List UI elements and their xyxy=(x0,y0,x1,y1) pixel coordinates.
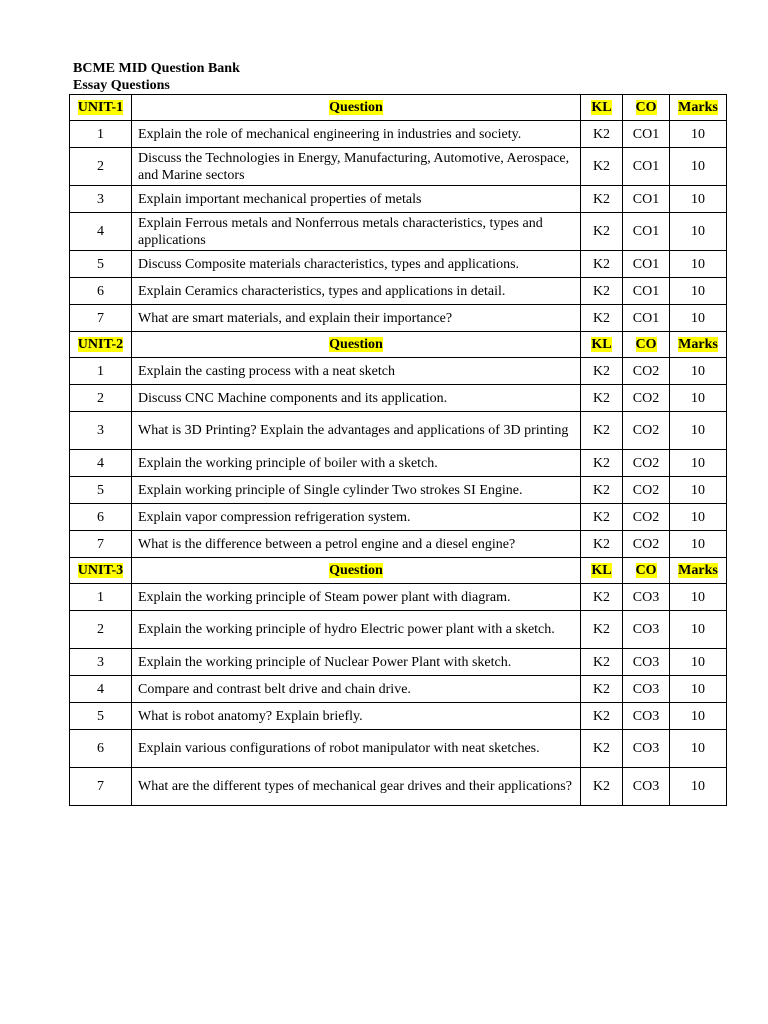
course-outcome: CO3 xyxy=(623,584,670,611)
marks-value: 10 xyxy=(670,148,727,186)
marks-value: 10 xyxy=(670,649,727,676)
question-text: Explain important mechanical properties of metals xyxy=(132,186,581,213)
marks-value: 10 xyxy=(670,385,727,412)
marks-column-header: Marks xyxy=(678,337,718,352)
marks-value: 10 xyxy=(670,450,727,477)
course-outcome: CO1 xyxy=(623,148,670,186)
table-row xyxy=(70,730,727,768)
course-outcome: CO1 xyxy=(623,121,670,148)
marks-column-header-cell xyxy=(670,95,727,121)
question-column-header: Question xyxy=(329,100,383,115)
question-number: 5 xyxy=(70,703,132,730)
table-row xyxy=(70,121,727,148)
question-text: What are the different types of mechanical gear drives and their applications? xyxy=(132,768,581,806)
table-row xyxy=(70,584,727,611)
question-text: What are smart materials, and explain their importance? xyxy=(132,305,581,332)
knowledge-level: K2 xyxy=(581,703,623,730)
knowledge-level: K2 xyxy=(581,278,623,305)
table-row xyxy=(70,477,727,504)
question-number: 7 xyxy=(70,531,132,558)
table-row xyxy=(70,358,727,385)
knowledge-level: K2 xyxy=(581,358,623,385)
knowledge-level: K2 xyxy=(581,584,623,611)
question-number: 6 xyxy=(70,730,132,768)
marks-value: 10 xyxy=(670,504,727,531)
course-outcome: CO3 xyxy=(623,676,670,703)
question-text: Explain the working principle of Nuclear Power Plant with sketch. xyxy=(132,649,581,676)
knowledge-level: K2 xyxy=(581,251,623,278)
course-outcome: CO1 xyxy=(623,305,670,332)
marks-value: 10 xyxy=(670,676,727,703)
marks-value: 10 xyxy=(670,703,727,730)
question-text: Discuss the Technologies in Energy, Manufacturing, Automotive, Aerospace, and Marine sectors xyxy=(132,148,581,186)
unit-label: UNIT-2 xyxy=(77,337,124,352)
kl-column-header-cell xyxy=(581,558,623,584)
question-number: 1 xyxy=(70,584,132,611)
question-number: 7 xyxy=(70,305,132,332)
table-row xyxy=(70,649,727,676)
question-number: 5 xyxy=(70,251,132,278)
course-outcome: CO2 xyxy=(623,504,670,531)
course-outcome: CO2 xyxy=(623,450,670,477)
table-row xyxy=(70,148,727,186)
unit-header-row xyxy=(70,558,727,584)
question-text: Explain the casting process with a neat sketch xyxy=(132,358,581,385)
unit-label-cell xyxy=(70,332,132,358)
knowledge-level: K2 xyxy=(581,649,623,676)
table-row xyxy=(70,412,727,450)
course-outcome: CO1 xyxy=(623,278,670,305)
marks-value: 10 xyxy=(670,412,727,450)
marks-value: 10 xyxy=(670,358,727,385)
table-row xyxy=(70,504,727,531)
marks-value: 10 xyxy=(670,584,727,611)
table-row xyxy=(70,305,727,332)
table-row xyxy=(70,385,727,412)
marks-value: 10 xyxy=(670,730,727,768)
knowledge-level: K2 xyxy=(581,385,623,412)
marks-value: 10 xyxy=(670,186,727,213)
co-column-header-cell xyxy=(623,558,670,584)
question-column-header-cell xyxy=(132,558,581,584)
course-outcome: CO2 xyxy=(623,358,670,385)
co-column-header: CO xyxy=(635,563,657,578)
course-outcome: CO3 xyxy=(623,730,670,768)
question-number: 2 xyxy=(70,611,132,649)
kl-column-header-cell xyxy=(581,332,623,358)
question-text: Explain Ferrous metals and Nonferrous metals characteristics, types and applications xyxy=(132,213,581,251)
question-column-header-cell xyxy=(132,332,581,358)
kl-column-header-cell xyxy=(581,95,623,121)
question-number: 6 xyxy=(70,278,132,305)
knowledge-level: K2 xyxy=(581,412,623,450)
table-row xyxy=(70,450,727,477)
question-bank-table xyxy=(69,94,727,806)
question-column-header: Question xyxy=(329,337,383,352)
marks-value: 10 xyxy=(670,531,727,558)
table-row xyxy=(70,703,727,730)
question-text: Discuss CNC Machine components and its application. xyxy=(132,385,581,412)
marks-value: 10 xyxy=(670,305,727,332)
knowledge-level: K2 xyxy=(581,477,623,504)
co-column-header-cell xyxy=(623,95,670,121)
marks-column-header: Marks xyxy=(678,563,718,578)
course-outcome: CO1 xyxy=(623,213,670,251)
course-outcome: CO2 xyxy=(623,385,670,412)
question-number: 6 xyxy=(70,504,132,531)
question-number: 3 xyxy=(70,186,132,213)
unit-header-row xyxy=(70,95,727,121)
knowledge-level: K2 xyxy=(581,305,623,332)
document-title: BCME MID Question Bank xyxy=(73,61,240,76)
co-column-header: CO xyxy=(635,100,657,115)
knowledge-level: K2 xyxy=(581,730,623,768)
question-number: 2 xyxy=(70,148,132,186)
marks-value: 10 xyxy=(670,121,727,148)
knowledge-level: K2 xyxy=(581,531,623,558)
question-column-header: Question xyxy=(329,563,383,578)
knowledge-level: K2 xyxy=(581,676,623,703)
question-text: Explain the working principle of hydro Electric power plant with a sketch. xyxy=(132,611,581,649)
question-number: 1 xyxy=(70,358,132,385)
marks-column-header-cell xyxy=(670,558,727,584)
knowledge-level: K2 xyxy=(581,768,623,806)
table-row xyxy=(70,768,727,806)
page-header xyxy=(73,60,240,94)
marks-value: 10 xyxy=(670,213,727,251)
course-outcome: CO3 xyxy=(623,611,670,649)
question-number: 4 xyxy=(70,213,132,251)
course-outcome: CO3 xyxy=(623,768,670,806)
co-column-header: CO xyxy=(635,337,657,352)
co-column-header-cell xyxy=(623,332,670,358)
table-row xyxy=(70,611,727,649)
question-text: Explain various configurations of robot manipulator with neat sketches. xyxy=(132,730,581,768)
knowledge-level: K2 xyxy=(581,148,623,186)
marks-column-header: Marks xyxy=(678,100,718,115)
question-text: Discuss Composite materials characteristics, types and applications. xyxy=(132,251,581,278)
table-row xyxy=(70,278,727,305)
kl-column-header: KL xyxy=(591,563,612,578)
question-number: 4 xyxy=(70,676,132,703)
unit-label-cell xyxy=(70,558,132,584)
document-subtitle: Essay Questions xyxy=(73,78,170,93)
course-outcome: CO2 xyxy=(623,531,670,558)
table-row xyxy=(70,251,727,278)
knowledge-level: K2 xyxy=(581,450,623,477)
table-row xyxy=(70,531,727,558)
unit-label: UNIT-3 xyxy=(77,563,124,578)
course-outcome: CO1 xyxy=(623,251,670,278)
table-row xyxy=(70,213,727,251)
question-number: 4 xyxy=(70,450,132,477)
question-text: Explain the role of mechanical engineering in industries and society. xyxy=(132,121,581,148)
question-text: What is 3D Printing? Explain the advantages and applications of 3D printing xyxy=(132,412,581,450)
table-row xyxy=(70,676,727,703)
question-text: Explain the working principle of boiler with a sketch. xyxy=(132,450,581,477)
course-outcome: CO2 xyxy=(623,477,670,504)
question-column-header-cell xyxy=(132,95,581,121)
question-number: 3 xyxy=(70,412,132,450)
marks-value: 10 xyxy=(670,611,727,649)
marks-value: 10 xyxy=(670,251,727,278)
unit-label: UNIT-1 xyxy=(77,100,124,115)
marks-column-header-cell xyxy=(670,332,727,358)
question-text: Compare and contrast belt drive and chain drive. xyxy=(132,676,581,703)
question-text: What is robot anatomy? Explain briefly. xyxy=(132,703,581,730)
kl-column-header: KL xyxy=(591,337,612,352)
knowledge-level: K2 xyxy=(581,611,623,649)
knowledge-level: K2 xyxy=(581,504,623,531)
marks-value: 10 xyxy=(670,477,727,504)
question-number: 2 xyxy=(70,385,132,412)
question-number: 5 xyxy=(70,477,132,504)
question-number: 1 xyxy=(70,121,132,148)
question-text: Explain the working principle of Steam power plant with diagram. xyxy=(132,584,581,611)
course-outcome: CO2 xyxy=(623,412,670,450)
unit-label-cell xyxy=(70,95,132,121)
question-text: Explain working principle of Single cylinder Two strokes SI Engine. xyxy=(132,477,581,504)
knowledge-level: K2 xyxy=(581,186,623,213)
question-text: Explain vapor compression refrigeration system. xyxy=(132,504,581,531)
question-bank-body xyxy=(70,95,727,806)
course-outcome: CO1 xyxy=(623,186,670,213)
course-outcome: CO3 xyxy=(623,649,670,676)
knowledge-level: K2 xyxy=(581,213,623,251)
kl-column-header: KL xyxy=(591,100,612,115)
question-text: Explain Ceramics characteristics, types and applications in detail. xyxy=(132,278,581,305)
marks-value: 10 xyxy=(670,278,727,305)
question-number: 7 xyxy=(70,768,132,806)
table-row xyxy=(70,186,727,213)
question-number: 3 xyxy=(70,649,132,676)
marks-value: 10 xyxy=(670,768,727,806)
question-text: What is the difference between a petrol engine and a diesel engine? xyxy=(132,531,581,558)
knowledge-level: K2 xyxy=(581,121,623,148)
unit-header-row xyxy=(70,332,727,358)
course-outcome: CO3 xyxy=(623,703,670,730)
